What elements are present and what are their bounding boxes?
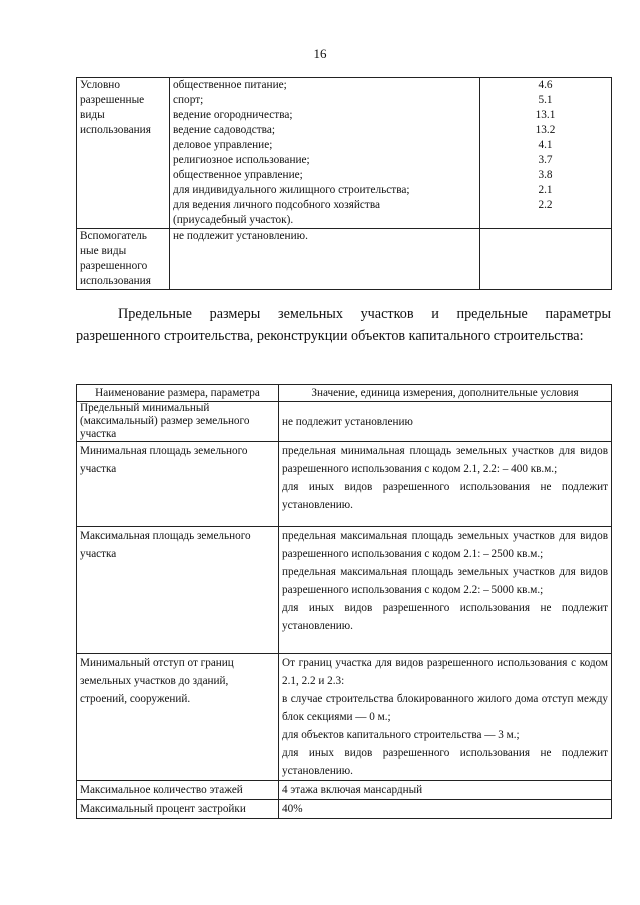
list-item: (приусадебный участок). [173,214,294,226]
list-item: для ведения личного подсобного хозяйства [173,199,381,211]
param-name: Минимальная площадь земельного участка [77,442,279,527]
uses-list: не подлежит установлению. [170,229,480,290]
list-item: деловое управление; [173,139,273,151]
param-value: 4 этажа включая мансардный [279,781,612,800]
column-header: Наименование размера, параметра [77,385,279,402]
table-row [77,402,612,442]
table-header-row [77,385,612,402]
permitted-uses-table [76,77,612,290]
list-item: спорт; [173,94,204,106]
codes-list [480,229,612,290]
row-label: Условно разрешенные виды использования [77,78,170,229]
table-row [77,800,612,819]
limits-table [76,384,612,819]
list-item: общественное питание; [173,79,287,91]
param-name: Предельный минимальный (максимальный) размер земельного участка [77,402,279,442]
uses-list [170,78,480,229]
param-name: Максимальный процент застройки [77,800,279,819]
table-row [77,781,612,800]
codes-list: 4.6 5.1 13.1 13.2 4.1 3.7 3.8 2.1 2.2 [480,78,612,229]
param-value: От границ участка для видов разрешенного использования с кодом 2.1, 2.2 и 2.3: в случае строительства блокированного жилого дома отступ между блок секциями — 0 м.; для объектов капитального строительства — 3 м.; для иных видов разрешенного использования не подлежит установлению. [279,654,612,781]
param-value: не подлежит установлению [279,402,612,442]
table-row [77,78,612,229]
page-number: 16 [313,46,327,61]
list-item: религиозное использование; [173,154,310,166]
list-item: общественное управление; [173,169,303,181]
row-label: Вспомогатель ные виды разрешенного использования [77,229,170,290]
param-name: Минимальный отступ от границ земельных участков до зданий, строений, сооружений. [77,654,279,781]
param-value: предельная минимальная площадь земельных участков для видов разрешенного использования с кодом 2.1, 2.2: – 400 кв.м.; для иных видов разрешенного использования не подлежит установлению. [279,442,612,527]
param-name: Максимальная площадь земельного участка [77,527,279,654]
column-header: Значение, единица измерения, дополнительные условия [279,385,612,402]
param-value: 40% [279,800,612,819]
table-row [77,654,612,781]
list-item: для индивидуального жилищного строительства; [173,184,410,196]
param-name: Максимальное количество этажей [77,781,279,800]
list-item: ведение огородничества; [173,109,293,121]
table-row [77,442,612,527]
param-value: предельная максимальная площадь земельных участков для видов разрешенного использования с кодом 2.1: – 2500 кв.м.; предельная максимальная площадь земельных участков для видов разрешенного использования с кодом 2.2: – 5000 кв.м.; для иных видов разрешенного использования не подлежит установлению. [279,527,612,654]
list-item: ведение садоводства; [173,124,276,136]
table-row [77,527,612,654]
table-row [77,229,612,290]
section-paragraph: Предельные размеры земельных участков и предельные параметры разрешенного строительства, реконструкции объектов капитального строительства: [76,306,611,344]
